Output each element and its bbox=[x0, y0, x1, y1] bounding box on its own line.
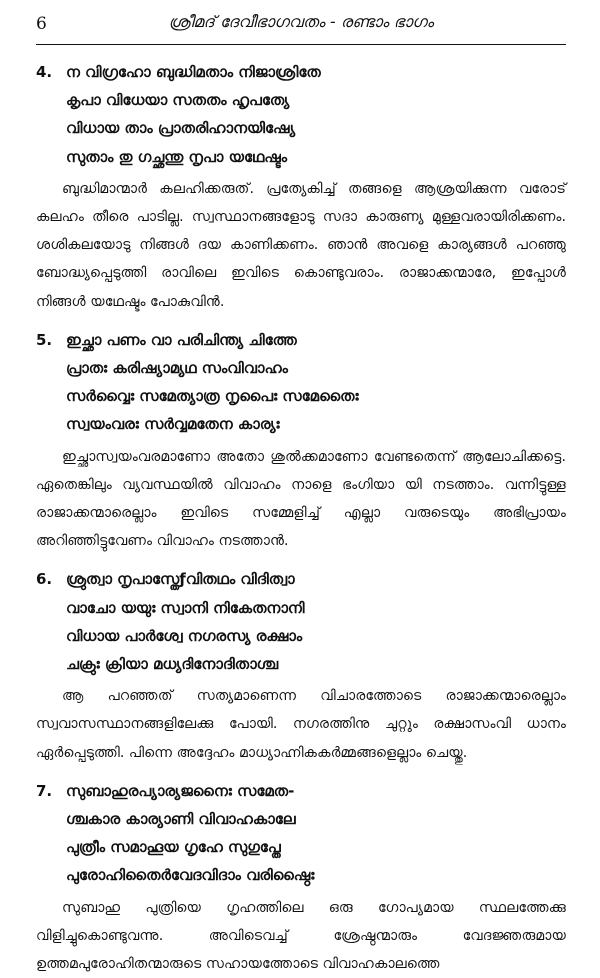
verse-line: ന വിഗ്രഹോ ബുദ്ധിമതാം നിജാശ്രിതേ bbox=[66, 63, 321, 81]
verse-number: 4. bbox=[36, 63, 53, 81]
verse-line: പുരോഹിതൈർവേദവിദാം വരിഷ്ഠൈഃ bbox=[66, 866, 315, 885]
commentary-5: ഇച്ഛാസ്വയംവരമാണോ അതോ ശുൽക്കമാണോ വേണ്ടതെന്ന് ആലോചിക്കട്ടെ. ഏതെങ്കിലും വ്യവസ്ഥയിൽ വിവാഹം നാളെ ഭംഗിയാ യി നടത്താം. വന്നിട്ടുള്ള രാജാക്കന്മാരെല്ലാം ഇവിടെ സമ്മേളിച്ച് എല്ലാ വരുടെയും അഭിപ്രായം അറിഞ്ഞിട്ടുവേണം വിവാഹം നടത്താൻ. bbox=[36, 448, 566, 550]
running-title: ശ്രീമദ് ദേവീഭാഗവതം - രണ്ടാം ഭാഗം bbox=[168, 12, 434, 31]
verse-line: പുത്രീം സമാഹൂയ ഗൃഹേ സുഗുപ്തേ bbox=[66, 838, 281, 857]
page-number: 6 bbox=[36, 14, 47, 34]
verse-number: 7. bbox=[36, 781, 53, 800]
header-rule bbox=[36, 44, 566, 45]
verse-number: 5. bbox=[36, 330, 53, 349]
verse-lines bbox=[66, 326, 566, 439]
verse-line: വിധായ താം പ്രാതരിഹാനയിഷ്യേ bbox=[66, 119, 296, 138]
verse-line: ശ്രുത്വാ നൃപാസ്തേƒവിതഥം വിദിത്വാ bbox=[66, 570, 295, 589]
commentary-4: ബുദ്ധിമാന്മാർ കലഹിക്കരുത്. പ്രത്യേകിച്ച് തങ്ങളെ ആശ്രയിക്കുന്ന വരോട് കലഹം തീരെ പാടില്ല. സ്വസ്ഥാനങ്ങളോടു സദാ കാരുണ്യ മുള്ളവരായിരിക്കണം. ശശികലയോടു നിങ്ങൾ ദയ കാണിക്കണം. ഞാൻ അവളെ കാര്യങ്ങൾ പറഞ്ഞു ബോദ്ധ്യപ്പെടുത്തി രാവിലെ ഇവിടെ കൊണ്ടുവരാം. രാജാക്കന്മാരേ, ഇപ്പോൾ നിങ്ങൾ യഥേഷ്ടം പോകുവിൻ. bbox=[36, 180, 566, 310]
commentary-6: ആ പറഞ്ഞത് സത്യമാണെന്ന വിചാരത്തോടെ രാജാക്കന്മാരെല്ലാം സ്വവാസസ്ഥാനങ്ങളിലേക്കു പോയി. നഗരത്തിനു ചുറ്റും രക്ഷാസംവി ധാനം ഏർപ്പെടുത്തി. പിന്നെ അദ്ദേഹം മാധ്യാഹ്നികകർമ്മങ്ങളെല്ലാം ചെയ്തു. bbox=[36, 688, 566, 761]
verse-line: ഇച്ഛാ പണം വാ പരിചിന്ത്യ ചിത്തേ bbox=[66, 330, 297, 349]
content bbox=[36, 58, 566, 978]
verse-line: വിധായ പാർശ്വേ നഗരസ്യ രക്ഷാം bbox=[66, 626, 303, 645]
verse-line: കൃപാ വിധേയാ സതതം ഹൃപത്യേ bbox=[66, 91, 290, 110]
verse-line: ചക്രുഃ ക്രിയാ മധ്യദിനോദിതാശ്ച bbox=[66, 655, 279, 674]
commentary-7: സുബാഹു പുത്രിയെ ഗൃഹത്തിലെ ഒരു ഗോപ്യമായ സ്ഥലത്തേക്കു വിളിച്ചുകൊണ്ടുവന്നു. അവിടെവച്ച് ശ്രേഷ്ഠന്മാരും വേദജ്ഞരുമായ ഉത്തമപുരോഹിതന്മാരുടെ സഹായത്തോടെ വിവാഹകാലത്തെ bbox=[36, 899, 566, 973]
verse-line: വാചോ യയുഃ സ്വാനി നികേതനാനി bbox=[66, 598, 305, 617]
verse-lines bbox=[66, 565, 566, 678]
verse-lines bbox=[66, 58, 566, 171]
page-header bbox=[36, 0, 566, 48]
verse-line: സുബാഹുരപ്യാര്യജനൈഃ സമേത- bbox=[66, 781, 295, 800]
verse-line: സ്വയംവരഃ സർവ്വമതേന കാര്യഃ bbox=[66, 415, 280, 434]
verse-line: പ്രാതഃ കരിഷ്യാമ്യഥ സംവിവാഹം bbox=[66, 359, 288, 378]
verse-7 bbox=[36, 777, 566, 890]
verse-number: 6. bbox=[36, 570, 53, 589]
verse-4 bbox=[36, 58, 566, 171]
verse-line: ശ്ചകാര കാര്യാണി വിവാഹകാലേ bbox=[66, 810, 296, 829]
verse-6 bbox=[36, 565, 566, 678]
verse-line: സർവ്വൈഃ സമേത്യാത്ര നൃപൈഃ സമേതൈഃ bbox=[66, 387, 359, 406]
verse-lines bbox=[66, 777, 566, 890]
verse-5 bbox=[36, 326, 566, 439]
verse-line: സുതാം തു ഗച്ഛന്തു നൃപാ യഥേഷ്ടം bbox=[66, 147, 288, 166]
